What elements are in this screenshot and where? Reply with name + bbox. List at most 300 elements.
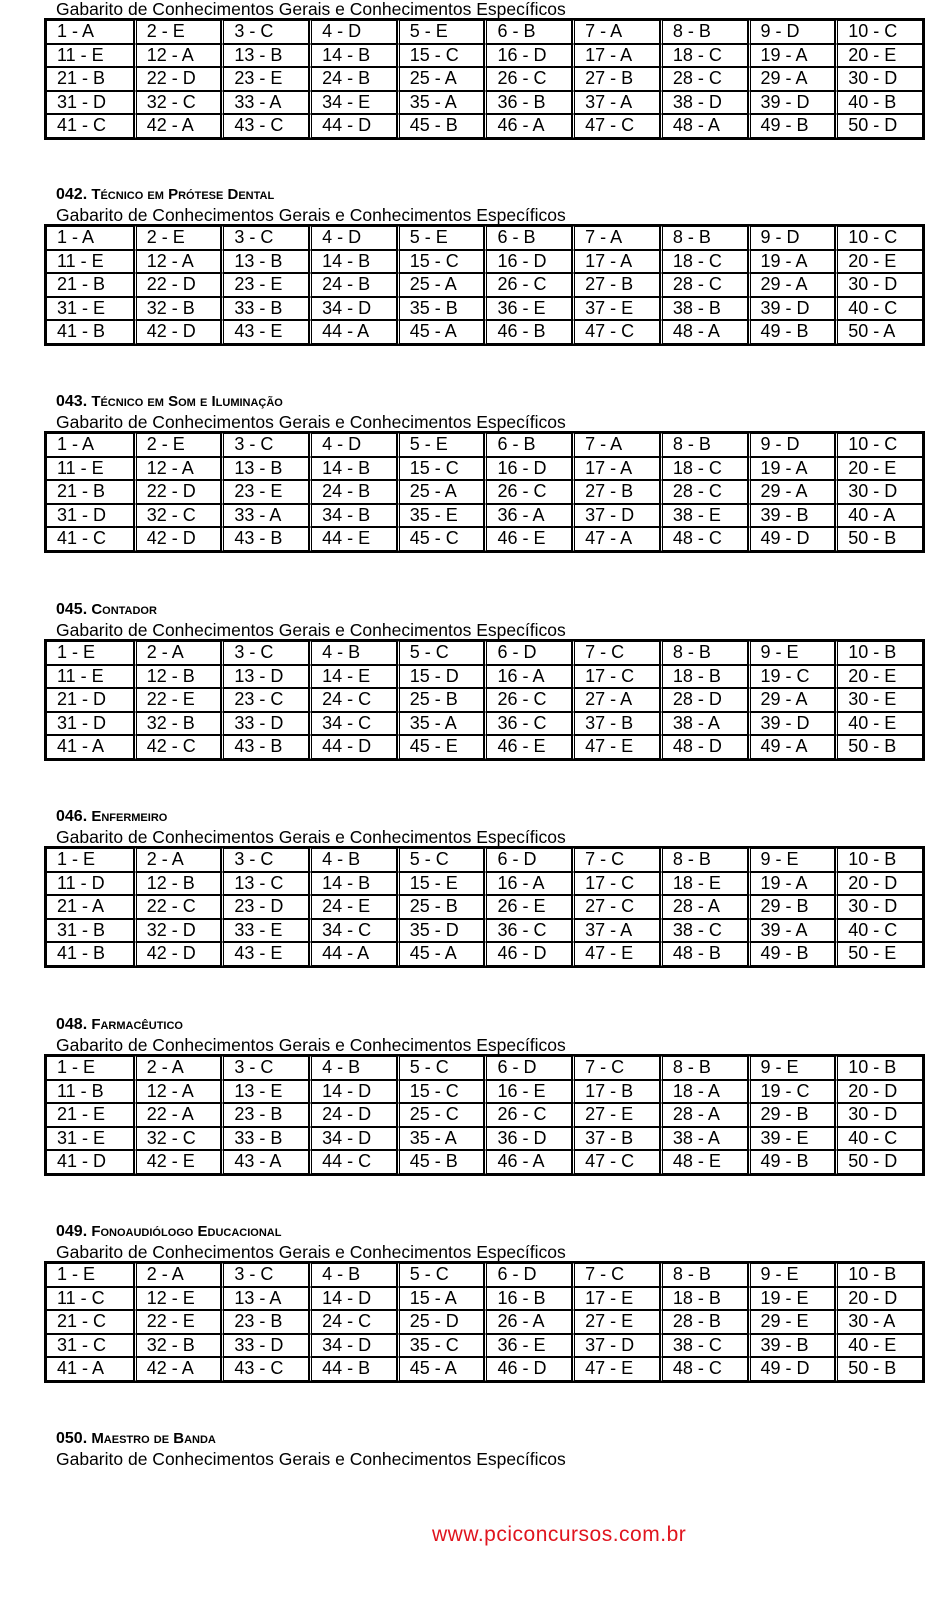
answer-cell: 20 - D — [835, 1080, 923, 1104]
section-subtitle: Gabarito de Conhecimentos Gerais e Conhecimentos Específicos — [56, 827, 566, 847]
answer-cell: 48 - B — [660, 942, 748, 966]
answer-cell: 22 - D — [134, 273, 222, 297]
answer-cell: 46 - A — [484, 114, 572, 138]
answer-cell: 27 - C — [572, 895, 660, 919]
answer-cell: 16 - B — [484, 1287, 572, 1311]
answer-cell: 8 - B — [660, 848, 748, 872]
table-row — [46, 872, 923, 896]
answer-cell: 20 - E — [835, 44, 923, 68]
answer-cell: 3 - C — [221, 1056, 309, 1080]
answer-cell: 5 - C — [397, 641, 485, 665]
answer-cell: 40 - B — [835, 91, 923, 115]
answer-cell: 2 - E — [134, 433, 222, 457]
answer-cell: 16 - D — [484, 250, 572, 274]
table-row — [46, 273, 923, 297]
answer-cell: 30 - D — [835, 895, 923, 919]
answer-cell: 12 - B — [134, 872, 222, 896]
answer-cell: 8 - B — [660, 20, 748, 44]
answer-cell: 4 - B — [309, 1056, 397, 1080]
answer-cell: 47 - E — [572, 735, 660, 759]
table-row — [46, 226, 923, 250]
table-row — [46, 1127, 923, 1151]
answer-cell: 24 - B — [309, 480, 397, 504]
answer-cell: 21 - A — [46, 895, 134, 919]
answer-cell: 29 - B — [748, 1103, 836, 1127]
table-row — [46, 641, 923, 665]
answer-cell: 16 - E — [484, 1080, 572, 1104]
table-row — [46, 712, 923, 736]
section-subtitle: Gabarito de Conhecimentos Gerais e Conhecimentos Específicos — [56, 205, 566, 225]
section-number: 049. — [56, 1223, 88, 1240]
answer-cell: 18 - C — [660, 250, 748, 274]
answer-cell: 33 - D — [221, 712, 309, 736]
answer-cell: 34 - D — [309, 1127, 397, 1151]
answer-cell: 8 - B — [660, 433, 748, 457]
answer-cell: 45 - B — [397, 1150, 485, 1174]
answer-cell: 3 - C — [221, 226, 309, 250]
table-row — [46, 20, 923, 44]
answer-cell: 3 - C — [221, 848, 309, 872]
answer-cell: 31 - C — [46, 1334, 134, 1358]
answer-cell: 14 - B — [309, 872, 397, 896]
table-row — [46, 67, 923, 91]
answer-cell: 48 - D — [660, 735, 748, 759]
answer-cell: 42 - D — [134, 527, 222, 551]
answer-cell: 35 - E — [397, 504, 485, 528]
answer-cell: 50 - B — [835, 735, 923, 759]
answer-cell: 17 - C — [572, 665, 660, 689]
table-row — [46, 297, 923, 321]
answer-cell: 45 - A — [397, 942, 485, 966]
answer-cell: 5 - E — [397, 226, 485, 250]
answer-cell: 32 - B — [134, 712, 222, 736]
answer-cell: 1 - E — [46, 641, 134, 665]
answer-cell: 22 - E — [134, 688, 222, 712]
answer-cell: 38 - A — [660, 712, 748, 736]
answer-cell: 12 - B — [134, 665, 222, 689]
answer-cell: 10 - B — [835, 641, 923, 665]
answer-cell: 6 - D — [484, 1056, 572, 1080]
answer-table — [44, 431, 925, 553]
table-row — [46, 895, 923, 919]
answer-cell: 23 - D — [221, 895, 309, 919]
answer-cell: 36 - E — [484, 297, 572, 321]
answer-cell: 14 - D — [309, 1287, 397, 1311]
answer-cell: 41 - B — [46, 942, 134, 966]
answer-cell: 42 - A — [134, 1357, 222, 1381]
answer-cell: 36 - C — [484, 919, 572, 943]
answer-cell: 8 - B — [660, 641, 748, 665]
answer-cell: 9 - E — [748, 641, 836, 665]
answer-cell: 4 - B — [309, 1263, 397, 1287]
answer-cell: 7 - C — [572, 1263, 660, 1287]
answer-cell: 33 - D — [221, 1334, 309, 1358]
answer-cell: 28 - B — [660, 1310, 748, 1334]
answer-cell: 27 - A — [572, 688, 660, 712]
answer-cell: 6 - B — [484, 20, 572, 44]
table-row — [46, 320, 923, 344]
section-heading — [56, 601, 157, 619]
answer-cell: 34 - D — [309, 1334, 397, 1358]
answer-cell: 33 - A — [221, 91, 309, 115]
answer-cell: 7 - A — [572, 226, 660, 250]
answer-cell: 50 - B — [835, 527, 923, 551]
answer-cell: 27 - B — [572, 67, 660, 91]
answer-cell: 13 - B — [221, 44, 309, 68]
answer-cell: 16 - D — [484, 44, 572, 68]
section-heading — [56, 1016, 183, 1034]
answer-cell: 13 - B — [221, 457, 309, 481]
answer-cell: 45 - A — [397, 320, 485, 344]
answer-cell: 50 - D — [835, 1150, 923, 1174]
answer-cell: 18 - E — [660, 872, 748, 896]
answer-cell: 21 - E — [46, 1103, 134, 1127]
answer-cell: 29 - A — [748, 688, 836, 712]
answer-cell: 14 - E — [309, 665, 397, 689]
answer-cell: 26 - C — [484, 1103, 572, 1127]
answer-cell: 24 - B — [309, 67, 397, 91]
answer-cell: 48 - C — [660, 1357, 748, 1381]
section-title: Fonoaudiólogo Educacional — [91, 1223, 282, 1240]
answer-cell: 19 - A — [748, 44, 836, 68]
answer-cell: 1 - E — [46, 1056, 134, 1080]
answer-cell: 43 - C — [221, 114, 309, 138]
answer-cell: 35 - D — [397, 919, 485, 943]
answer-cell: 31 - E — [46, 1127, 134, 1151]
answer-cell: 21 - C — [46, 1310, 134, 1334]
answer-cell: 2 - E — [134, 226, 222, 250]
answer-cell: 12 - A — [134, 250, 222, 274]
answer-cell: 39 - D — [748, 297, 836, 321]
answer-cell: 5 - E — [397, 433, 485, 457]
answer-cell: 22 - A — [134, 1103, 222, 1127]
answer-cell: 32 - D — [134, 919, 222, 943]
answer-cell: 40 - E — [835, 712, 923, 736]
answer-cell: 49 - B — [748, 114, 836, 138]
section-title: Técnico em Som e Iluminação — [91, 393, 283, 410]
answer-cell: 25 - A — [397, 67, 485, 91]
answer-cell: 20 - E — [835, 665, 923, 689]
answer-cell: 32 - C — [134, 91, 222, 115]
answer-cell: 5 - C — [397, 1263, 485, 1287]
answer-cell: 2 - A — [134, 848, 222, 872]
answer-cell: 6 - D — [484, 1263, 572, 1287]
answer-cell: 15 - C — [397, 457, 485, 481]
answer-cell: 14 - B — [309, 250, 397, 274]
answer-cell: 35 - B — [397, 297, 485, 321]
answer-cell: 36 - A — [484, 504, 572, 528]
answer-cell: 44 - D — [309, 114, 397, 138]
answer-cell: 12 - A — [134, 44, 222, 68]
answer-cell: 30 - D — [835, 480, 923, 504]
answer-cell: 31 - B — [46, 919, 134, 943]
answer-cell: 41 - D — [46, 1150, 134, 1174]
answer-cell: 18 - A — [660, 1080, 748, 1104]
table-row — [46, 1357, 923, 1381]
answer-cell: 28 - C — [660, 480, 748, 504]
answer-cell: 37 - B — [572, 1127, 660, 1151]
answer-cell: 18 - B — [660, 665, 748, 689]
answer-cell: 25 - B — [397, 895, 485, 919]
answer-cell: 41 - B — [46, 320, 134, 344]
answer-cell: 10 - C — [835, 433, 923, 457]
table-row — [46, 665, 923, 689]
section-subtitle: Gabarito de Conhecimentos Gerais e Conhecimentos Específicos — [56, 1035, 566, 1055]
answer-cell: 29 - A — [748, 480, 836, 504]
answer-cell: 20 - E — [835, 250, 923, 274]
section-number: 046. — [56, 808, 88, 825]
answer-cell: 5 - E — [397, 20, 485, 44]
answer-cell: 34 - E — [309, 91, 397, 115]
answer-cell: 45 - A — [397, 1357, 485, 1381]
section-subtitle: Gabarito de Conhecimentos Gerais e Conhecimentos Específicos — [56, 412, 566, 432]
answer-cell: 31 - E — [46, 297, 134, 321]
answer-cell: 48 - A — [660, 114, 748, 138]
answer-cell: 46 - B — [484, 320, 572, 344]
answer-cell: 7 - C — [572, 641, 660, 665]
answer-cell: 19 - C — [748, 1080, 836, 1104]
table-row — [46, 114, 923, 138]
answer-cell: 34 - C — [309, 919, 397, 943]
answer-cell: 21 - B — [46, 273, 134, 297]
answer-cell: 29 - B — [748, 895, 836, 919]
answer-cell: 26 - E — [484, 895, 572, 919]
section-subtitle: Gabarito de Conhecimentos Gerais e Conhecimentos Específicos — [56, 1242, 566, 1262]
answer-cell: 15 - C — [397, 44, 485, 68]
answer-cell: 37 - A — [572, 919, 660, 943]
answer-cell: 36 - D — [484, 1127, 572, 1151]
answer-cell: 37 - E — [572, 297, 660, 321]
answer-cell: 24 - E — [309, 895, 397, 919]
answer-cell: 18 - B — [660, 1287, 748, 1311]
answer-cell: 19 - E — [748, 1287, 836, 1311]
section-heading — [56, 186, 274, 204]
answer-cell: 41 - A — [46, 1357, 134, 1381]
answer-cell: 35 - A — [397, 91, 485, 115]
answer-cell: 47 - C — [572, 114, 660, 138]
answer-cell: 37 - D — [572, 504, 660, 528]
answer-table — [44, 846, 925, 968]
answer-cell: 1 - A — [46, 433, 134, 457]
answer-cell: 38 - C — [660, 1334, 748, 1358]
answer-cell: 28 - C — [660, 273, 748, 297]
answer-cell: 39 - B — [748, 504, 836, 528]
answer-cell: 47 - A — [572, 527, 660, 551]
answer-cell: 17 - A — [572, 250, 660, 274]
answer-cell: 34 - D — [309, 297, 397, 321]
answer-cell: 31 - D — [46, 712, 134, 736]
answer-cell: 25 - A — [397, 273, 485, 297]
answer-cell: 28 - A — [660, 1103, 748, 1127]
answer-cell: 36 - C — [484, 712, 572, 736]
answer-cell: 47 - C — [572, 320, 660, 344]
answer-cell: 23 - B — [221, 1310, 309, 1334]
answer-cell: 29 - A — [748, 67, 836, 91]
table-row — [46, 735, 923, 759]
answer-cell: 26 - C — [484, 273, 572, 297]
answer-cell: 2 - A — [134, 1056, 222, 1080]
answer-cell: 15 - C — [397, 1080, 485, 1104]
answer-cell: 13 - C — [221, 872, 309, 896]
answer-cell: 39 - D — [748, 91, 836, 115]
answer-cell: 48 - C — [660, 527, 748, 551]
answer-cell: 12 - A — [134, 1080, 222, 1104]
table-row — [46, 1287, 923, 1311]
answer-cell: 30 - E — [835, 688, 923, 712]
answer-cell: 15 - D — [397, 665, 485, 689]
answer-cell: 44 - C — [309, 1150, 397, 1174]
answer-cell: 50 - A — [835, 320, 923, 344]
table-row — [46, 688, 923, 712]
section-subtitle: Gabarito de Conhecimentos Gerais e Conhecimentos Específicos — [56, 1449, 566, 1469]
answer-cell: 8 - B — [660, 226, 748, 250]
answer-cell: 30 - A — [835, 1310, 923, 1334]
answer-cell: 11 - E — [46, 457, 134, 481]
answer-cell: 43 - E — [221, 320, 309, 344]
section-heading — [56, 1223, 281, 1241]
answer-cell: 3 - C — [221, 433, 309, 457]
answer-cell: 25 - C — [397, 1103, 485, 1127]
table-row — [46, 1150, 923, 1174]
answer-cell: 41 - C — [46, 114, 134, 138]
answer-cell: 1 - A — [46, 20, 134, 44]
answer-cell: 12 - E — [134, 1287, 222, 1311]
answer-cell: 49 - B — [748, 320, 836, 344]
answer-cell: 10 - B — [835, 848, 923, 872]
answer-cell: 30 - D — [835, 1103, 923, 1127]
answer-cell: 21 - B — [46, 480, 134, 504]
answer-cell: 37 - D — [572, 1334, 660, 1358]
answer-table — [44, 1054, 925, 1176]
section-subtitle: Gabarito de Conhecimentos Gerais e Conhecimentos Específicos — [56, 0, 566, 19]
answer-cell: 10 - B — [835, 1263, 923, 1287]
answer-cell: 27 - E — [572, 1310, 660, 1334]
answer-cell: 26 - C — [484, 480, 572, 504]
answer-cell: 7 - A — [572, 20, 660, 44]
answer-cell: 19 - A — [748, 872, 836, 896]
answer-cell: 17 - C — [572, 872, 660, 896]
answer-cell: 16 - A — [484, 872, 572, 896]
answer-cell: 17 - E — [572, 1287, 660, 1311]
answer-cell: 40 - C — [835, 919, 923, 943]
answer-cell: 11 - B — [46, 1080, 134, 1104]
answer-cell: 32 - C — [134, 504, 222, 528]
answer-cell: 18 - C — [660, 44, 748, 68]
answer-table — [44, 639, 925, 761]
answer-cell: 33 - B — [221, 297, 309, 321]
answer-cell: 1 - E — [46, 1263, 134, 1287]
answer-cell: 42 - D — [134, 942, 222, 966]
answer-cell: 17 - B — [572, 1080, 660, 1104]
answer-cell: 5 - C — [397, 1056, 485, 1080]
answer-cell: 44 - A — [309, 320, 397, 344]
answer-cell: 20 - D — [835, 1287, 923, 1311]
section-title: Enfermeiro — [91, 808, 168, 825]
answer-cell: 4 - D — [309, 433, 397, 457]
answer-cell: 47 - E — [572, 942, 660, 966]
section-number: 048. — [56, 1016, 88, 1033]
answer-cell: 6 - D — [484, 848, 572, 872]
answer-cell: 46 - D — [484, 942, 572, 966]
section-title: Contador — [91, 601, 157, 618]
answer-cell: 19 - A — [748, 457, 836, 481]
answer-cell: 24 - C — [309, 688, 397, 712]
section-title: Maestro de Banda — [91, 1430, 216, 1447]
answer-cell: 25 - B — [397, 688, 485, 712]
answer-cell: 38 - A — [660, 1127, 748, 1151]
answer-cell: 11 - C — [46, 1287, 134, 1311]
answer-cell: 1 - E — [46, 848, 134, 872]
answer-cell: 30 - D — [835, 67, 923, 91]
answer-cell: 11 - D — [46, 872, 134, 896]
answer-cell: 50 - D — [835, 114, 923, 138]
answer-cell: 15 - C — [397, 250, 485, 274]
answer-cell: 39 - E — [748, 1127, 836, 1151]
table-row — [46, 1310, 923, 1334]
answer-cell: 14 - B — [309, 457, 397, 481]
answer-cell: 2 - A — [134, 641, 222, 665]
answer-cell: 50 - B — [835, 1357, 923, 1381]
answer-cell: 6 - B — [484, 226, 572, 250]
answer-cell: 44 - B — [309, 1357, 397, 1381]
answer-cell: 39 - B — [748, 1334, 836, 1358]
answer-cell: 46 - E — [484, 735, 572, 759]
answer-cell: 2 - A — [134, 1263, 222, 1287]
table-row — [46, 1103, 923, 1127]
footer-url[interactable]: www.pciconcursos.com.br — [432, 1523, 687, 1546]
table-row — [46, 1263, 923, 1287]
answer-cell: 9 - E — [748, 848, 836, 872]
answer-cell: 43 - B — [221, 735, 309, 759]
answer-cell: 7 - C — [572, 848, 660, 872]
answer-cell: 16 - D — [484, 457, 572, 481]
answer-cell: 39 - D — [748, 712, 836, 736]
answer-cell: 49 - D — [748, 1357, 836, 1381]
answer-cell: 38 - B — [660, 297, 748, 321]
answer-cell: 42 - A — [134, 114, 222, 138]
answer-cell: 29 - E — [748, 1310, 836, 1334]
answer-cell: 39 - A — [748, 919, 836, 943]
table-row — [46, 457, 923, 481]
answer-cell: 17 - A — [572, 44, 660, 68]
answer-cell: 3 - C — [221, 1263, 309, 1287]
answer-cell: 14 - D — [309, 1080, 397, 1104]
answer-cell: 47 - C — [572, 1150, 660, 1174]
answer-cell: 23 - E — [221, 480, 309, 504]
answer-cell: 22 - D — [134, 67, 222, 91]
answer-cell: 48 - A — [660, 320, 748, 344]
answer-cell: 27 - E — [572, 1103, 660, 1127]
answer-cell: 50 - E — [835, 942, 923, 966]
answer-cell: 10 - C — [835, 226, 923, 250]
answer-cell: 4 - D — [309, 20, 397, 44]
answer-cell: 1 - A — [46, 226, 134, 250]
answer-cell: 22 - E — [134, 1310, 222, 1334]
answer-cell: 11 - E — [46, 44, 134, 68]
answer-cell: 10 - B — [835, 1056, 923, 1080]
answer-cell: 42 - D — [134, 320, 222, 344]
answer-cell: 19 - C — [748, 665, 836, 689]
answer-cell: 13 - D — [221, 665, 309, 689]
answer-cell: 16 - A — [484, 665, 572, 689]
answer-cell: 5 - C — [397, 848, 485, 872]
answer-cell: 38 - E — [660, 504, 748, 528]
answer-cell: 35 - A — [397, 712, 485, 736]
table-row — [46, 1056, 923, 1080]
answer-cell: 37 - A — [572, 91, 660, 115]
answer-cell: 40 - A — [835, 504, 923, 528]
answer-cell: 9 - D — [748, 433, 836, 457]
